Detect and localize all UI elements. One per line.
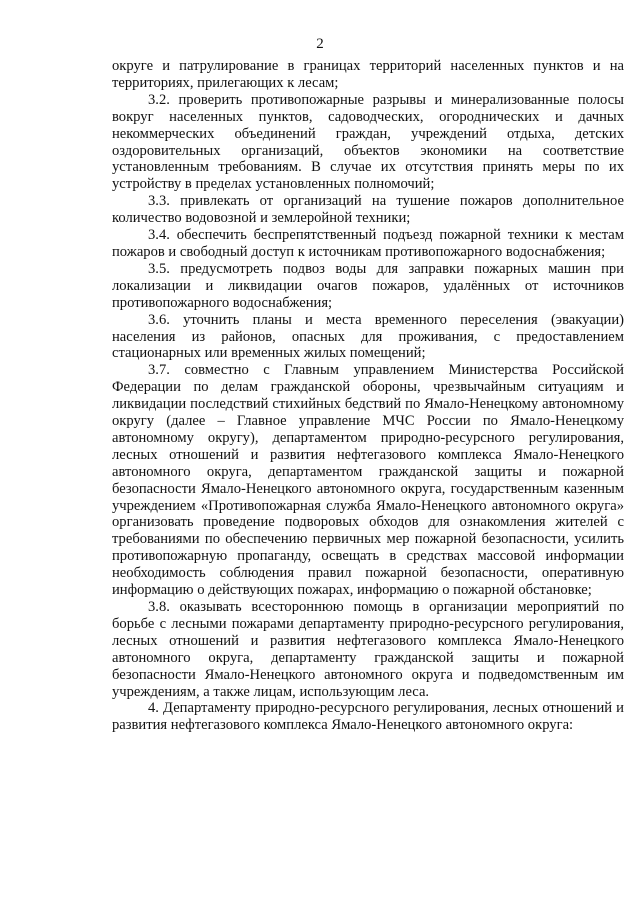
- paragraph-3-6: 3.6. уточнить планы и места временного переселения (эвакуации) населения из районов, опасных для проживания, с предоставлением стационарных или временных жилых помещений;: [112, 311, 624, 362]
- document-body: [112, 58, 624, 734]
- paragraph-3-5: 3.5. предусмотреть подвоз воды для заправки пожарных машин при локализации и ликвидации очагов пожаров, удалённых от источников противопожарного водоснабжения;: [112, 260, 624, 311]
- page-number: 2: [316, 36, 324, 52]
- paragraph-3-7: 3.7. совместно с Главным управлением Министерства Российской Федерации по делам гражданской обороны, чрезвычайным ситуациям и ликвидации последствий стихийных бедствий по Ямало-Ненецкому автономному округу (далее – Главное управление МЧС России по Ямало-Ненецкому автономному округу), департаментом природно-ресурсного регулирования, лесных отношений и развития нефтегазового комплекса Ямало-Ненецкого автономного округа, департаментом гражданской защиты и пожарной безопасности Ямало-Ненецкого автономного округа, государственным казенным учреждением «Противопожарная служба Ямало-Ненецкого автономного округа» организовать проведение подворовых обходов для ознакомления жителей с требованиями по обеспечению первичных мер пожарной безопасности, усилить противопожарную пропаганду, освещать в средствах массовой информации необходимость соблюдения правил пожарной безопасности, оперативную информацию о действующих пожарах, информацию о пожарной обстановке;: [112, 362, 624, 599]
- paragraph-3-2: 3.2. проверить противопожарные разрывы и минерализованные полосы вокруг населенных пунктов, садоводческих, огороднических и дачных некоммерческих объединений граждан, учреждений отдыха, детских оздоровительных организаций, объектов экономики на соответствие установленным требованиям. В случае их отсутствия принять меры по их устройству в пределах установленных полномочий;: [112, 91, 624, 193]
- paragraph-3-4: 3.4. обеспечить беспрепятственный подъезд пожарной техники к местам пожаров и свободный доступ к источникам противопожарного водоснабжения;: [112, 227, 624, 260]
- paragraph-3-1-continuation: округе и патрулирование в границах территорий населенных пунктов и на территориях, прилегающих к лесам;: [112, 58, 624, 91]
- paragraph-4: 4. Департаменту природно-ресурсного регулирования, лесных отношений и развития нефтегазового комплекса Ямало-Ненецкого автономного округа:: [112, 700, 624, 734]
- paragraph-3-3: 3.3. привлекать от организаций на тушение пожаров дополнительное количество водовозной и землеройной техники;: [112, 193, 624, 227]
- paragraph-3-8: 3.8. оказывать всестороннюю помощь в организации мероприятий по борьбе с лесными пожарами департаменту природно-ресурсного регулирования, лесных отношений и развития нефтегазового комплекса Ямало-Ненецкого автономного округа, департаменту гражданской защиты и пожарной безопасности Ямало-Ненецкого автономного округа и подведомственным им учреждениям, а также лицам, использующим леса.: [112, 599, 624, 700]
